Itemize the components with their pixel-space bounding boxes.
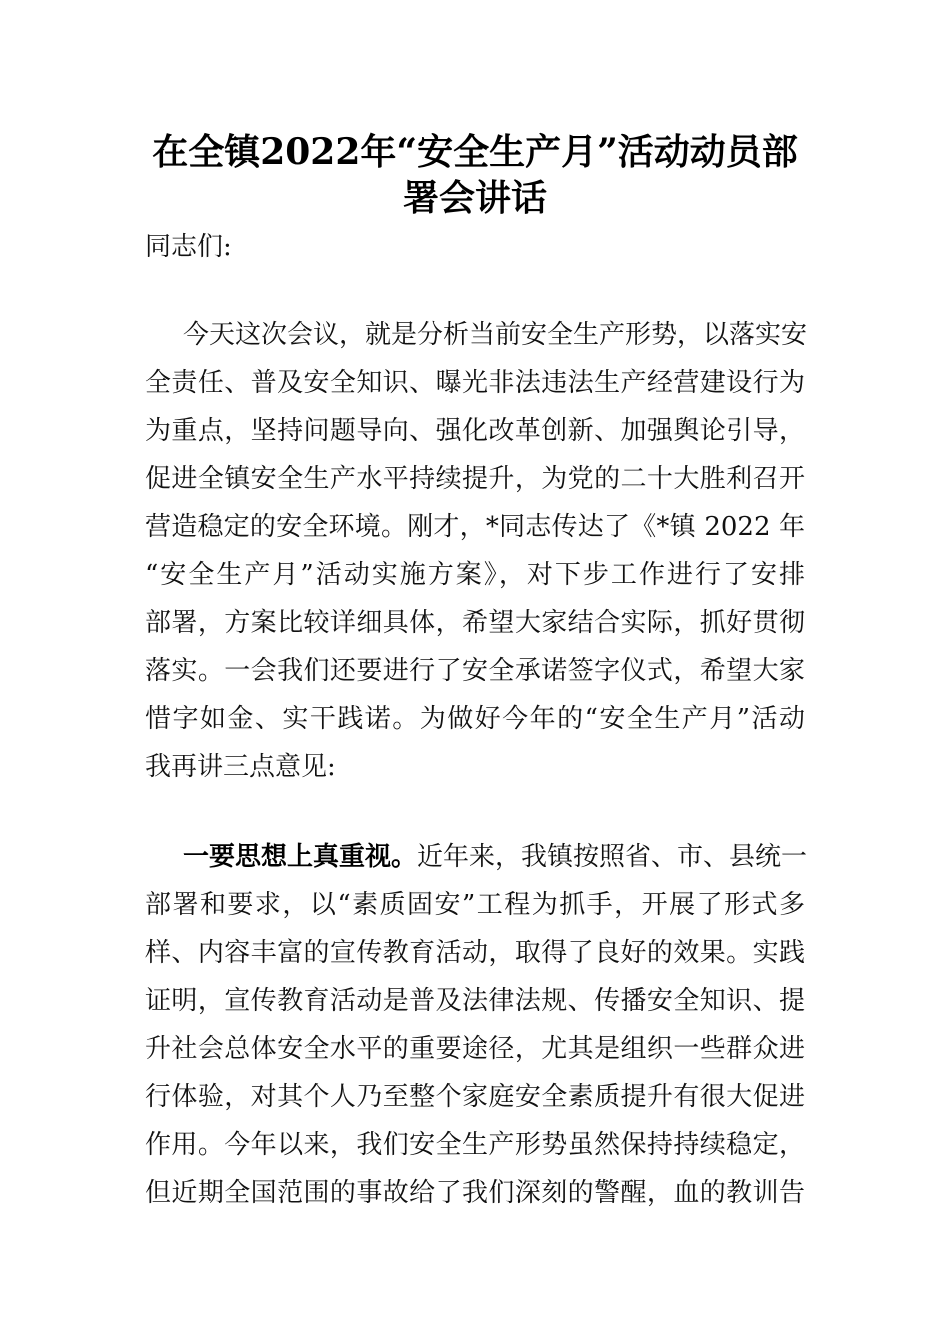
paragraph-2-line: 部署和要求，以“素质固安”工程为抓手，开展了形式多 — [145, 890, 805, 920]
paragraph-2-line: 升社会总体安全水平的重要途径，尤其是组织一些群众进 — [145, 1034, 805, 1064]
paragraph-1-line: 全责任、普及安全知识、曝光非法违法生产经营建设行为 — [145, 368, 805, 398]
paragraph-2-line: 行体验，对其个人乃至整个家庭安全素质提升有很大促进 — [145, 1082, 805, 1112]
paragraph-1-line: 促进全镇安全生产水平持续提升，为党的二十大胜利召开 — [145, 464, 805, 494]
paragraph-1-line: 我再讲三点意见: — [145, 752, 336, 782]
paragraph-1-line: 今天这次会议，就是分析当前安全生产形势，以落实安 — [183, 320, 808, 350]
paragraph-2-first-line — [145, 840, 808, 874]
paragraph-2-line: 作用。今年以来，我们安全生产形势虽然保持持续稳定， — [145, 1130, 805, 1160]
document-body — [145, 0, 810, 1344]
document-title-line-2: 署会讲话 — [402, 177, 547, 219]
paragraph-1-line: 营造稳定的安全环境。刚才，*同志传达了《*镇 2022 年 — [145, 512, 805, 542]
paragraph-2-line: 样、内容丰富的宣传教育活动，取得了良好的效果。实践 — [145, 938, 805, 968]
paragraph-1-line: 惜字如金、实干践诺。为做好今年的“安全生产月”活动 — [145, 704, 805, 734]
document-title-line-1: 在全镇2022年“安全生产月”活动动员部 — [152, 131, 798, 173]
paragraph-2-first-rest: 近年来，我镇按照省、市、县统一 — [417, 842, 808, 872]
paragraph-1-line: 部署，方案比较详细具体，希望大家结合实际，抓好贯彻 — [145, 608, 805, 638]
paragraph-2-line: 证明，宣传教育活动是普及法律法规、传播安全知识、提 — [145, 986, 805, 1016]
salutation: 同志们: — [145, 232, 232, 262]
paragraph-2-lead: 一要思想上真重视。 — [183, 842, 418, 872]
paragraph-2-line: 但近期全国范围的事故给了我们深刻的警醒，血的教训告 — [145, 1178, 805, 1208]
paragraph-1-line: “安全生产月”活动实施方案》，对下步工作进行了安排 — [145, 560, 805, 590]
paragraph-1-line: 为重点，坚持问题导向、强化改革创新、加强舆论引导， — [145, 416, 805, 446]
paragraph-1-line: 落实。一会我们还要进行了安全承诺签字仪式，希望大家 — [145, 656, 805, 686]
